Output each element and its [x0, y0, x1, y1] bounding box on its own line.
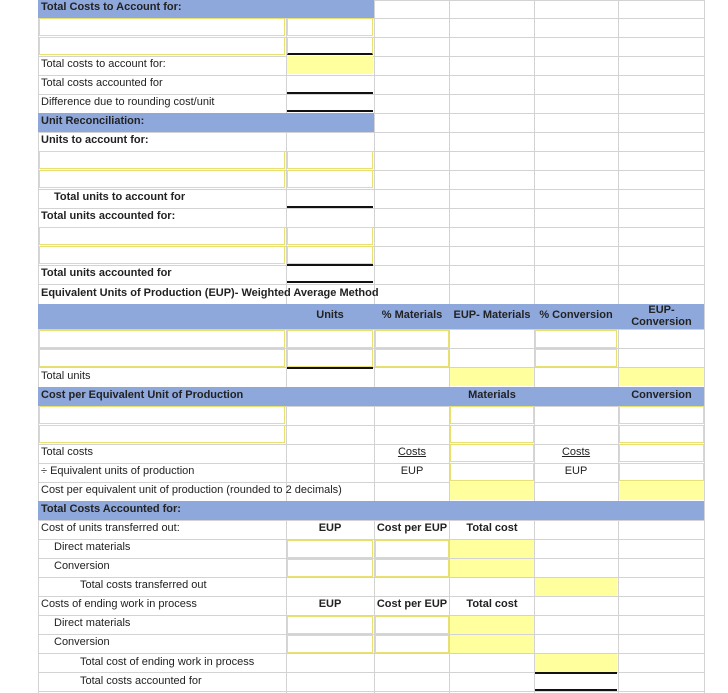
ending-conv-eup[interactable] [287, 635, 373, 653]
transferred-eup-header: EUP [318, 522, 342, 534]
total-units-to-account-label: Total units to account for [54, 191, 186, 203]
eup-materials-divisor-value[interactable] [450, 463, 534, 481]
total-ending-wip-value[interactable] [535, 654, 617, 672]
input-units-accounted-value-1[interactable] [287, 227, 373, 245]
conversion-eup-label: EUP [564, 465, 588, 477]
total-units-accounted-label: Total units accounted for [41, 267, 172, 279]
total-units-accounted-heading: Total units accounted for: [41, 210, 176, 222]
ending-eup-header: EUP [318, 598, 342, 610]
total-costs-materials-value[interactable] [450, 444, 534, 462]
eup-input-label-2[interactable] [39, 349, 285, 367]
cost-transferred-out-label: Cost of units transferred out: [41, 522, 180, 534]
cost-input-conversion-2[interactable] [619, 425, 704, 443]
transferred-dm-cost-per-eup[interactable] [375, 540, 449, 558]
transferred-cost-per-eup-header: Cost per EUP [376, 522, 448, 534]
total-transferred-out-value[interactable] [535, 578, 617, 596]
transferred-total-cost-header: Total cost [466, 522, 518, 534]
total-accounted-for-value[interactable] [535, 672, 617, 691]
input-cost-value-1[interactable] [287, 18, 373, 36]
eup-input-units-2[interactable] [287, 349, 373, 367]
cost-input-materials-2[interactable] [450, 425, 534, 443]
input-units-label-1[interactable] [39, 151, 285, 169]
ending-conv-cost-per-eup[interactable] [375, 635, 449, 653]
total-transferred-out-label: Total costs transferred out [80, 579, 207, 591]
ending-dm-cost-per-eup[interactable] [375, 616, 449, 634]
total-costs-accounted-value[interactable] [287, 92, 373, 94]
col-pct-materials: % Materials [381, 309, 443, 321]
transferred-conv-cost-per-eup[interactable] [375, 559, 449, 577]
transferred-dm-label: Direct materials [54, 541, 131, 553]
total-costs-label: Total costs [41, 446, 93, 458]
col-conversion: Conversion [631, 389, 692, 401]
eup-conversion-divisor-value[interactable] [619, 463, 704, 481]
total-accounted-for-label: Total costs accounted for [80, 675, 202, 687]
total-ending-wip-label: Total cost of ending work in process [80, 656, 255, 668]
cost-per-eup-rounded-label: Cost per equivalent unit of production (rounded to 2 decimals) [41, 484, 342, 496]
difference-rounding-label: Difference due to rounding cost/unit [41, 96, 215, 108]
total-costs-to-account-label: Total costs to account for: [41, 58, 166, 70]
grid-col-line [449, 0, 450, 693]
eup-input-pct-conversion-1[interactable] [535, 330, 617, 348]
total-units-accounted-value[interactable] [287, 264, 373, 283]
cost-per-eup-materials-value[interactable] [450, 482, 534, 500]
total-costs-conversion-value[interactable] [619, 444, 704, 462]
col-eup-materials: EUP- Materials [453, 309, 531, 321]
ending-dm-eup[interactable] [287, 616, 373, 634]
total-units-value[interactable] [287, 367, 373, 386]
cost-per-eup-conversion-value[interactable] [619, 482, 704, 500]
cost-input-label-2[interactable] [39, 425, 285, 443]
col-eup-conversion: EUP- Conversion [631, 304, 692, 328]
ending-conv-label: Conversion [54, 636, 110, 648]
costs-header: Total Costs to Account for: [41, 1, 182, 13]
unit-reconciliation-heading: Unit Reconciliation: [41, 115, 145, 127]
input-cost-label-1[interactable] [39, 18, 285, 36]
cost-per-eup-heading: Cost per Equivalent Unit of Production [41, 389, 244, 401]
input-units-accounted-value-2[interactable] [287, 246, 373, 264]
eup-input-label-1[interactable] [39, 330, 285, 348]
total-units-label: Total units [41, 370, 91, 382]
transferred-conv-total[interactable] [450, 559, 534, 577]
materials-costs-label: Costs [397, 446, 427, 458]
eup-input-pct-materials-1[interactable] [375, 330, 449, 348]
ending-dm-total[interactable] [450, 616, 534, 634]
input-units-accounted-label-2[interactable] [39, 246, 285, 264]
input-units-label-2[interactable] [39, 170, 285, 188]
grid-col-line [618, 0, 619, 693]
cost-input-conversion-1[interactable] [619, 406, 704, 424]
ending-wip-label: Costs of ending work in process [41, 598, 197, 610]
eup-divisor-label: ÷ Equivalent units of production [41, 465, 195, 477]
input-units-value-2[interactable] [287, 170, 373, 188]
col-units: Units [316, 309, 344, 321]
transferred-dm-eup[interactable] [287, 540, 373, 558]
total-eup-conversion-value[interactable] [619, 368, 704, 386]
eup-input-units-1[interactable] [287, 330, 373, 348]
cost-input-materials-1[interactable] [450, 406, 534, 424]
eup-title: Equivalent Units of Production (EUP)- Weighted Average Method [41, 287, 379, 299]
total-costs-accounted-label: Total costs accounted for [41, 77, 163, 89]
eup-input-pct-conversion-2[interactable] [535, 349, 617, 367]
input-units-value-1[interactable] [287, 151, 373, 169]
conversion-costs-label: Costs [561, 446, 591, 458]
materials-eup-label: EUP [400, 465, 424, 477]
ending-cost-per-eup-header: Cost per EUP [376, 598, 448, 610]
transferred-dm-total[interactable] [450, 540, 534, 558]
total-units-to-account-value[interactable] [287, 206, 373, 208]
transferred-conv-eup[interactable] [287, 559, 373, 577]
input-cost-value-2[interactable] [287, 37, 373, 55]
col-pct-conversion: % Conversion [539, 309, 613, 321]
ending-conv-total[interactable] [450, 635, 534, 653]
input-cost-label-2[interactable] [39, 37, 285, 55]
total-costs-to-account-value[interactable] [287, 56, 373, 74]
col-materials: Materials [468, 389, 516, 401]
total-costs-accounted-heading: Total Costs Accounted for: [41, 503, 181, 515]
grid-col-line [704, 0, 705, 693]
cost-input-label-1[interactable] [39, 406, 285, 424]
eup-input-pct-materials-2[interactable] [375, 349, 449, 367]
rounding-difference-value[interactable] [287, 110, 373, 112]
transferred-conv-label: Conversion [54, 560, 110, 572]
grid-row-line [38, 691, 704, 692]
ending-dm-label: Direct materials [54, 617, 131, 629]
ending-total-cost-header: Total cost [466, 598, 518, 610]
total-eup-materials-value[interactable] [450, 368, 534, 386]
units-to-account-heading: Units to account for: [41, 134, 149, 146]
input-units-accounted-label-1[interactable] [39, 227, 285, 245]
